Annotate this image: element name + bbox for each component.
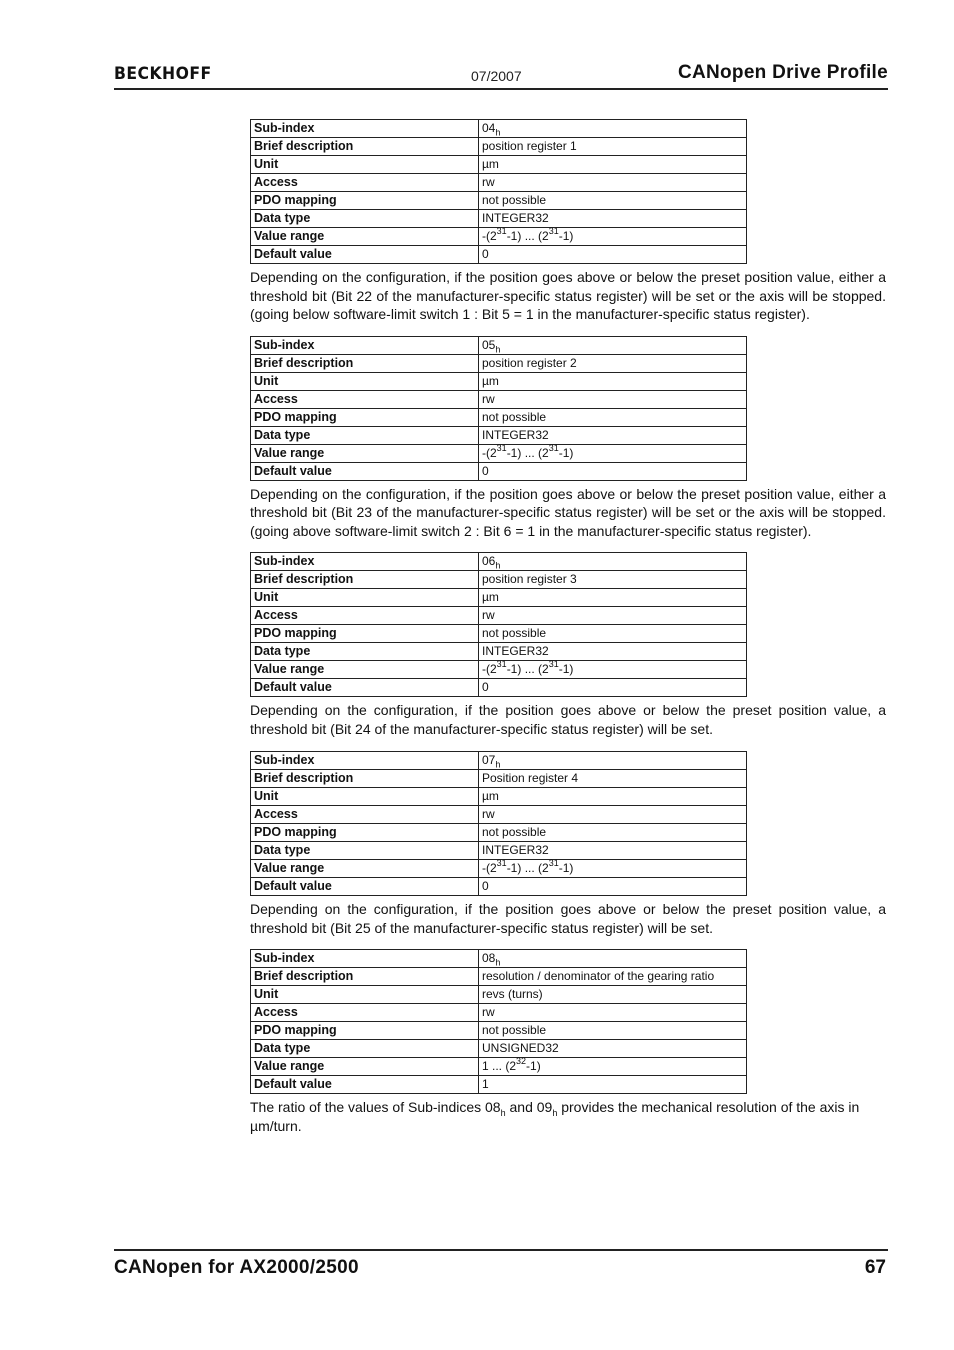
table-row — [251, 336, 747, 354]
value-access: rw — [479, 174, 747, 192]
value-default: 0 — [479, 679, 747, 697]
label-dtype: Data type — [251, 426, 479, 444]
table-row — [251, 228, 747, 246]
header-title: CANopen Drive Profile — [677, 62, 888, 83]
label-unit: Unit — [251, 589, 479, 607]
value-access: rw — [479, 1004, 747, 1022]
value-default: 0 — [479, 462, 747, 480]
value-pdo: not possible — [479, 625, 747, 643]
label-range: Value range — [251, 444, 479, 462]
table-row — [251, 553, 747, 571]
value-brief: resolution / denominator of the gearing ratio — [479, 968, 747, 986]
table-row — [251, 878, 747, 896]
label-unit: Unit — [251, 156, 479, 174]
value-dtype: INTEGER32 — [479, 643, 747, 661]
table-row — [251, 788, 747, 806]
page-header — [114, 62, 888, 90]
table-row — [251, 679, 747, 697]
value-sub-index: $07_h$ — [479, 752, 747, 770]
label-sub-index: Sub-index — [251, 950, 479, 968]
label-default: Default value — [251, 462, 479, 480]
table-row — [251, 643, 747, 661]
label-unit: Unit — [251, 372, 479, 390]
table-row — [251, 462, 747, 480]
table-row — [251, 1076, 747, 1094]
value-brief: position register 2 — [479, 354, 747, 372]
table-row — [251, 444, 747, 462]
value-range: $-(2^{31}-1)$ ... $(2^{31}-1)$ — [479, 860, 747, 878]
value-range: $-(2^{31}-1)$ ... $(2^{31}-1)$ — [479, 661, 747, 679]
spec-table-05 — [250, 336, 747, 481]
table-row — [251, 770, 747, 788]
table-row — [251, 860, 747, 878]
page-content — [250, 119, 888, 1135]
table-row — [251, 120, 747, 138]
label-pdo: PDO mapping — [251, 824, 479, 842]
value-dtype: INTEGER32 — [479, 210, 747, 228]
table-row — [251, 1040, 747, 1058]
value-pdo: not possible — [479, 824, 747, 842]
value-range: 1 ... $(2^{32}-1)$ — [479, 1058, 747, 1076]
table-row — [251, 661, 747, 679]
table-row — [251, 1022, 747, 1040]
table-row — [251, 1004, 747, 1022]
table-row — [251, 408, 747, 426]
table-row — [251, 950, 747, 968]
table-row — [251, 625, 747, 643]
label-pdo: PDO mapping — [251, 1022, 479, 1040]
page-footer — [114, 1249, 888, 1278]
label-dtype: Data type — [251, 210, 479, 228]
table-row — [251, 246, 747, 264]
table-row — [251, 174, 747, 192]
paragraph-3: Depending on the configuration, if the position goes above or below the preset position value, a threshold bit (Bit 24 of the manufacturer-specific status register) will be set. — [250, 702, 886, 737]
table-row — [251, 192, 747, 210]
value-sub-index: $04_h$ — [479, 120, 747, 138]
spec-table-08 — [250, 949, 747, 1094]
label-brief: Brief description — [251, 354, 479, 372]
value-access: rw — [479, 390, 747, 408]
table-row — [251, 824, 747, 842]
label-access: Access — [251, 607, 479, 625]
spec-table-06 — [250, 552, 747, 697]
label-access: Access — [251, 806, 479, 824]
label-brief: Brief description — [251, 571, 479, 589]
value-range: $-(2^{31}-1)$ ... $(2^{31}-1)$ — [479, 228, 747, 246]
value-unit: µm — [479, 156, 747, 174]
table-row — [251, 210, 747, 228]
value-sub-index: $05_h$ — [479, 336, 747, 354]
value-default: 0 — [479, 246, 747, 264]
value-range: $-(2^{31}-1)$ ... $(2^{31}-1)$ — [479, 444, 747, 462]
label-default: Default value — [251, 679, 479, 697]
value-dtype: INTEGER32 — [479, 426, 747, 444]
label-range: Value range — [251, 1058, 479, 1076]
label-range: Value range — [251, 860, 479, 878]
table-row — [251, 354, 747, 372]
table-row — [251, 138, 747, 156]
value-dtype: UNSIGNED32 — [479, 1040, 747, 1058]
table-row — [251, 426, 747, 444]
label-range: Value range — [251, 661, 479, 679]
label-unit: Unit — [251, 788, 479, 806]
label-default: Default value — [251, 878, 479, 896]
label-dtype: Data type — [251, 643, 479, 661]
label-default: Default value — [251, 1076, 479, 1094]
value-brief: Position register 4 — [479, 770, 747, 788]
label-pdo: PDO mapping — [251, 408, 479, 426]
value-dtype: INTEGER32 — [479, 842, 747, 860]
label-dtype: Data type — [251, 1040, 479, 1058]
table-row — [251, 806, 747, 824]
label-access: Access — [251, 174, 479, 192]
value-unit: revs (turns) — [479, 986, 747, 1004]
value-access: rw — [479, 806, 747, 824]
paragraph-2: Depending on the configuration, if the position goes above or below the preset position value, either a threshold bit (Bit 23 of the manufacturer-specific status register) will be set or the axis will be stopped. (going above software-limit switch 2 : Bit 6 = 1 in the manufacturer-specific status register). — [250, 485, 886, 539]
label-access: Access — [251, 390, 479, 408]
value-access: rw — [479, 607, 747, 625]
label-pdo: PDO mapping — [251, 192, 479, 210]
value-sub-index: $06_h$ — [479, 553, 747, 571]
label-unit: Unit — [251, 986, 479, 1004]
label-access: Access — [251, 1004, 479, 1022]
table-row — [251, 842, 747, 860]
label-brief: Brief description — [251, 138, 479, 156]
value-unit: µm — [479, 589, 747, 607]
label-sub-index: Sub-index — [251, 336, 479, 354]
label-default: Default value — [251, 246, 479, 264]
label-range: Value range — [251, 228, 479, 246]
spec-table-04 — [250, 119, 747, 264]
value-default: 0 — [479, 878, 747, 896]
value-brief: position register 1 — [479, 138, 747, 156]
label-brief: Brief description — [251, 968, 479, 986]
beckhoff-logo: BECKHOFF — [114, 64, 212, 84]
label-sub-index: Sub-index — [251, 553, 479, 571]
paragraph-1: Depending on the configuration, if the position goes above or below the preset position value, either a threshold bit (Bit 22 of the manufacturer-specific status register) will be set or the axis will be stopped. (going below software-limit switch 1 : Bit 5 = 1 in the manufacturer-specific status register). — [250, 269, 886, 322]
table-row — [251, 589, 747, 607]
label-dtype: Data type — [251, 842, 479, 860]
table-row — [251, 390, 747, 408]
label-sub-index: Sub-index — [251, 120, 479, 138]
table-row — [251, 156, 747, 174]
footer-title: CANopen for AX2000/2500 — [114, 1257, 359, 1278]
label-brief: Brief description — [251, 770, 479, 788]
table-row — [251, 571, 747, 589]
table-row — [251, 1058, 747, 1076]
table-row — [251, 607, 747, 625]
table-row — [251, 752, 747, 770]
value-pdo: not possible — [479, 408, 747, 426]
table-row — [251, 372, 747, 390]
spec-table-07 — [250, 751, 747, 896]
table-row — [251, 986, 747, 1004]
value-pdo: not possible — [479, 192, 747, 210]
value-sub-index: $08_h$ — [479, 950, 747, 968]
table-row — [251, 968, 747, 986]
value-unit: µm — [479, 372, 747, 390]
label-pdo: PDO mapping — [251, 625, 479, 643]
value-unit: µm — [479, 788, 747, 806]
value-default: 1 — [479, 1076, 747, 1094]
value-pdo: not possible — [479, 1022, 747, 1040]
paragraph-4: Depending on the configuration, if the position goes above or below the preset position value, a threshold bit (Bit 25 of the manufacturer-specific status register) will be set. — [250, 901, 886, 936]
header-date: 07/2007 — [471, 68, 522, 84]
page-number: 67 — [864, 1257, 886, 1278]
value-brief: position register 3 — [479, 571, 747, 589]
paragraph-5: The ratio of the values of Sub-indices $08_h$ and $09_h$ provides the mechanical resolution of the axis in µm/turn. — [250, 1099, 860, 1134]
label-sub-index: Sub-index — [251, 752, 479, 770]
